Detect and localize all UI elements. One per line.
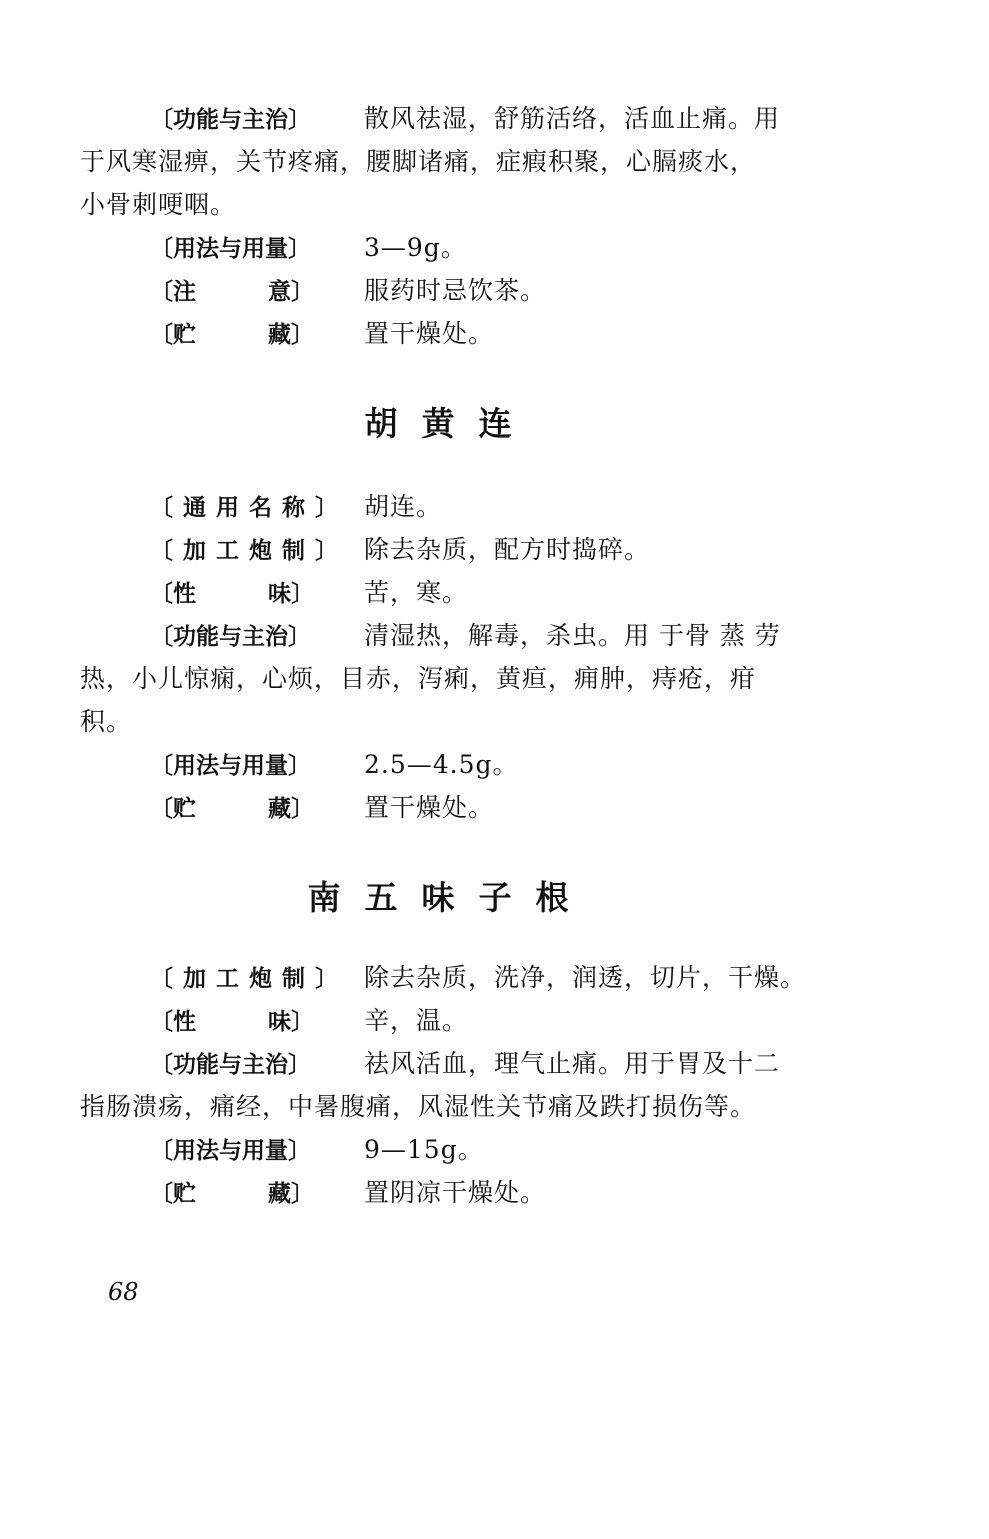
processing-text: 除去杂质，洗净，润透，切片，干燥。 <box>364 963 807 992</box>
processing-text: 除去杂质，配方时捣碎。 <box>364 535 651 564</box>
function-indications-text: 祛风活血，理气止痛。用于胃及十二 <box>364 1049 781 1078</box>
usage-dosage-text: 9—15g。 <box>364 1135 484 1164</box>
function-indications-label: 〔功能与主治〕 <box>150 107 311 133</box>
processing-label: 〔加工炮制〕 <box>150 538 348 564</box>
function-indications-continuation: 指肠溃疡，痛经，中暑腹痛，风湿性关节痛及跌打损伤等。 <box>80 1092 757 1121</box>
storage-label: 〔贮 藏〕 <box>150 322 314 348</box>
common-name-label: 〔通用名称〕 <box>150 495 348 521</box>
function-indications-label: 〔功能与主治〕 <box>150 624 311 650</box>
entry-continuation <box>80 97 840 355</box>
property-taste-text: 辛，温。 <box>364 1006 469 1035</box>
property-taste-label: 〔性 味〕 <box>150 1009 314 1035</box>
page-number: 68 <box>108 1278 139 1306</box>
property-taste-row <box>80 571 840 614</box>
storage-row <box>80 312 840 355</box>
property-taste-row <box>80 999 840 1042</box>
function-indications-continuation: 热，小儿惊痫，心烦，目赤，泻痢，黄疸，痈肿，痔疮，疳 <box>80 664 757 693</box>
storage-label: 〔贮 藏〕 <box>150 796 314 822</box>
function-indications-continuation: 小骨刺哽咽。 <box>80 190 237 219</box>
usage-dosage-row <box>80 1128 840 1171</box>
storage-row <box>80 786 840 829</box>
section-title: 胡黄连 <box>364 404 536 443</box>
storage-text: 置阴凉干燥处。 <box>364 1178 547 1207</box>
storage-row <box>80 1171 840 1214</box>
entry-nan-wu-wei-zi-gen <box>80 956 840 1214</box>
property-taste-label: 〔性 味〕 <box>150 581 314 607</box>
storage-text: 置干燥处。 <box>364 793 495 822</box>
storage-label: 〔贮 藏〕 <box>150 1181 314 1207</box>
section-title: 南五味子根 <box>307 878 593 917</box>
entry-hu-huang-lian <box>80 485 840 829</box>
processing-row <box>80 956 840 999</box>
function-indications-text: 清湿热，解毒，杀虫。用 于骨 蒸 劳 <box>364 621 781 650</box>
property-taste-text: 苦，寒。 <box>364 578 469 607</box>
usage-dosage-text: 3—9g。 <box>364 233 467 262</box>
processing-row <box>80 528 840 571</box>
usage-dosage-row <box>80 743 840 786</box>
common-name-row <box>80 485 840 528</box>
function-indications-row <box>80 1042 840 1085</box>
function-indications-continuation: 积。 <box>80 707 133 736</box>
usage-dosage-row <box>80 226 840 269</box>
function-indications-row <box>80 97 840 140</box>
usage-dosage-label: 〔用法与用量〕 <box>150 1138 311 1164</box>
function-indications-label: 〔功能与主治〕 <box>150 1052 311 1078</box>
function-indications-text: 散风祛湿，舒筋活络，活血止痛。用 <box>364 104 781 133</box>
usage-dosage-text: 2.5—4.5g。 <box>364 750 519 779</box>
precautions-text: 服药时忌饮茶。 <box>364 276 547 305</box>
function-indications-continuation: 于风寒湿痹，关节疼痛，腰脚诸痛，症瘕积聚，心膈痰水， <box>80 147 757 176</box>
storage-text: 置干燥处。 <box>364 319 495 348</box>
precautions-label: 〔注 意〕 <box>150 279 314 305</box>
precautions-row <box>80 269 840 312</box>
usage-dosage-label: 〔用法与用量〕 <box>150 236 311 262</box>
processing-label: 〔加工炮制〕 <box>150 966 348 992</box>
function-indications-row <box>80 614 840 657</box>
common-name-text: 胡连。 <box>364 492 443 521</box>
usage-dosage-label: 〔用法与用量〕 <box>150 753 311 779</box>
